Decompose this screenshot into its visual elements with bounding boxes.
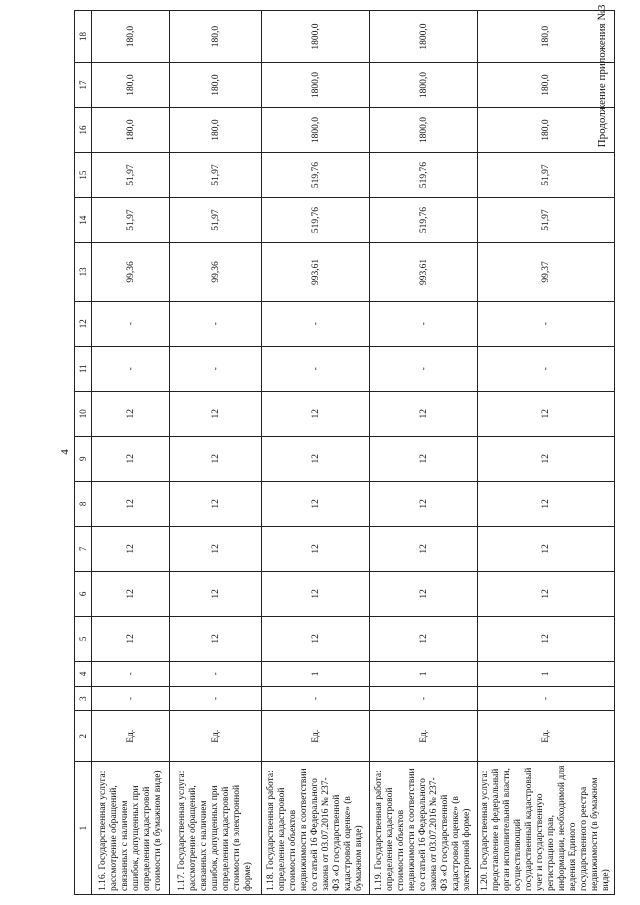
table-cell: 51,97 <box>478 198 615 243</box>
table-cell: - <box>262 301 370 346</box>
table-cell: Ед. <box>370 711 478 762</box>
table-cell: Ед. <box>478 711 615 762</box>
table-cell: 1 <box>478 661 615 686</box>
col-header: 7 <box>75 526 92 571</box>
table-cell: 180,0 <box>170 63 262 108</box>
table-cell: - <box>370 686 478 711</box>
table-row <box>170 11 262 895</box>
table-cell: 180,0 <box>478 108 615 153</box>
table-cell: 12 <box>92 391 170 436</box>
table-cell: 1800,0 <box>370 108 478 153</box>
table-cell: 12 <box>170 436 262 481</box>
table-row <box>92 11 170 895</box>
table-cell: 180,0 <box>170 108 262 153</box>
table-cell: 519,76 <box>262 153 370 198</box>
table-cell: 12 <box>262 436 370 481</box>
table-cell: 12 <box>262 391 370 436</box>
table-cell: 12 <box>262 616 370 661</box>
col-header: 15 <box>75 153 92 198</box>
table-cell: 12 <box>170 391 262 436</box>
table-cell: Ед. <box>170 711 262 762</box>
data-table <box>74 10 615 895</box>
table-cell: - <box>478 346 615 391</box>
table-cell: - <box>370 346 478 391</box>
col-header: 9 <box>75 436 92 481</box>
col-header: 5 <box>75 616 92 661</box>
table-cell: 12 <box>370 436 478 481</box>
table-cell: 99,36 <box>170 243 262 302</box>
table-cell: - <box>170 346 262 391</box>
table-cell: 993,61 <box>370 243 478 302</box>
table-cell: 12 <box>92 616 170 661</box>
row-description: 1.20. Государственная услуга: представление в федеральный орган исполнительной власти, осуществляющий государственный кадастровый учет и государственную регистрацию прав, информации, необходимой для ведения Единого государственного реестра недвижимости (в бумажном виде) <box>478 762 615 895</box>
table-cell: 180,0 <box>170 11 262 63</box>
table-cell: 12 <box>370 526 478 571</box>
col-header: 16 <box>75 108 92 153</box>
table-cell: 180,0 <box>478 63 615 108</box>
table-cell: 180,0 <box>92 11 170 63</box>
col-header: 12 <box>75 301 92 346</box>
col-header: 13 <box>75 243 92 302</box>
col-header: 18 <box>75 11 92 63</box>
row-description: 1.18. Государственная работа: определение кадастровой стоимости объектов недвижимости в соответствии со статьей 16 Федерального закона от 03.07.2016 № 237-ФЗ «О государственной кадастровой оценке» (в бумажном виде) <box>262 762 370 895</box>
appendix-label: Продолжение приложения №3 <box>596 4 608 148</box>
table-cell: 12 <box>170 571 262 616</box>
table-cell: 12 <box>370 571 478 616</box>
table-cell: - <box>262 346 370 391</box>
col-header: 14 <box>75 198 92 243</box>
table-cell: 12 <box>478 481 615 526</box>
table-cell: 12 <box>170 526 262 571</box>
table-cell: 12 <box>478 571 615 616</box>
table-cell: 12 <box>370 391 478 436</box>
table-cell: 1 <box>262 661 370 686</box>
col-header: 2 <box>75 711 92 762</box>
table-cell: Ед. <box>262 711 370 762</box>
table-cell: - <box>92 346 170 391</box>
table-cell: 1800,0 <box>262 63 370 108</box>
rotated-table-frame <box>66 0 640 905</box>
header-row <box>75 11 92 895</box>
table-cell: 180,0 <box>478 11 615 63</box>
table-cell: Ед. <box>92 711 170 762</box>
table-row <box>262 11 370 895</box>
table-cell: - <box>92 686 170 711</box>
table-cell: 1800,0 <box>370 63 478 108</box>
row-description: 1.19. Государственная работа: определение кадастровой стоимости объектов недвижимости в соответствии со статьей 16 Федерального закона от 03.07.2016 № 237-ФЗ «О государственной кадастровой оценке» (в электронной форме) <box>370 762 478 895</box>
row-description: 1.17. Государственная услуга: рассмотрение обращений, связанных с наличием ошибок, допущенных при определении кадастровой стоимости (в электронной форме) <box>170 762 262 895</box>
table-cell: 51,97 <box>92 153 170 198</box>
table-cell: 12 <box>478 436 615 481</box>
table-cell: 519,76 <box>262 198 370 243</box>
table-cell: 12 <box>92 436 170 481</box>
table-cell: - <box>478 686 615 711</box>
table-row <box>478 11 615 895</box>
col-header: 11 <box>75 346 92 391</box>
col-header: 10 <box>75 391 92 436</box>
table-cell: - <box>478 301 615 346</box>
table-cell: 12 <box>262 481 370 526</box>
table-cell: 180,0 <box>92 108 170 153</box>
col-header: 4 <box>75 661 92 686</box>
table-cell: 12 <box>92 571 170 616</box>
table-cell: 51,97 <box>92 198 170 243</box>
table-cell: 51,97 <box>170 198 262 243</box>
table-cell: - <box>92 661 170 686</box>
table-cell: 993,61 <box>262 243 370 302</box>
table-cell: 12 <box>170 481 262 526</box>
table-cell: 12 <box>92 526 170 571</box>
row-description: 1.16. Государственная услуга: рассмотрение обращений, связанных с наличием ошибок, допущенных при определении кадастровой стоимости (в бумажном виде) <box>92 762 170 895</box>
table-cell: 99,36 <box>92 243 170 302</box>
table-cell: 1 <box>370 661 478 686</box>
table-cell: 12 <box>170 616 262 661</box>
table-row <box>370 11 478 895</box>
table-cell: 12 <box>262 526 370 571</box>
col-header: 8 <box>75 481 92 526</box>
table-cell: 12 <box>370 616 478 661</box>
table-cell: - <box>262 686 370 711</box>
table-cell: - <box>170 301 262 346</box>
table-cell: 12 <box>478 526 615 571</box>
table-cell: - <box>370 301 478 346</box>
table-cell: 99,37 <box>478 243 615 302</box>
col-header: 3 <box>75 686 92 711</box>
table-cell: 519,76 <box>370 198 478 243</box>
table-cell: - <box>92 301 170 346</box>
table-cell: 519,76 <box>370 153 478 198</box>
col-header: 6 <box>75 571 92 616</box>
table-cell: 51,97 <box>478 153 615 198</box>
table-cell: 12 <box>478 391 615 436</box>
table-cell: 1800,0 <box>370 11 478 63</box>
col-header: 17 <box>75 63 92 108</box>
table-cell: 180,0 <box>92 63 170 108</box>
table-cell: 12 <box>262 571 370 616</box>
table-cell: 51,97 <box>170 153 262 198</box>
table-cell: 12 <box>478 616 615 661</box>
table-cell: 12 <box>92 481 170 526</box>
table-cell: - <box>170 661 262 686</box>
page-number: 4 <box>58 449 71 455</box>
table-cell: 1800,0 <box>262 108 370 153</box>
table-cell: 12 <box>370 481 478 526</box>
table-cell: - <box>170 686 262 711</box>
col-header: 1 <box>75 762 92 895</box>
table-cell: 1800,0 <box>262 11 370 63</box>
